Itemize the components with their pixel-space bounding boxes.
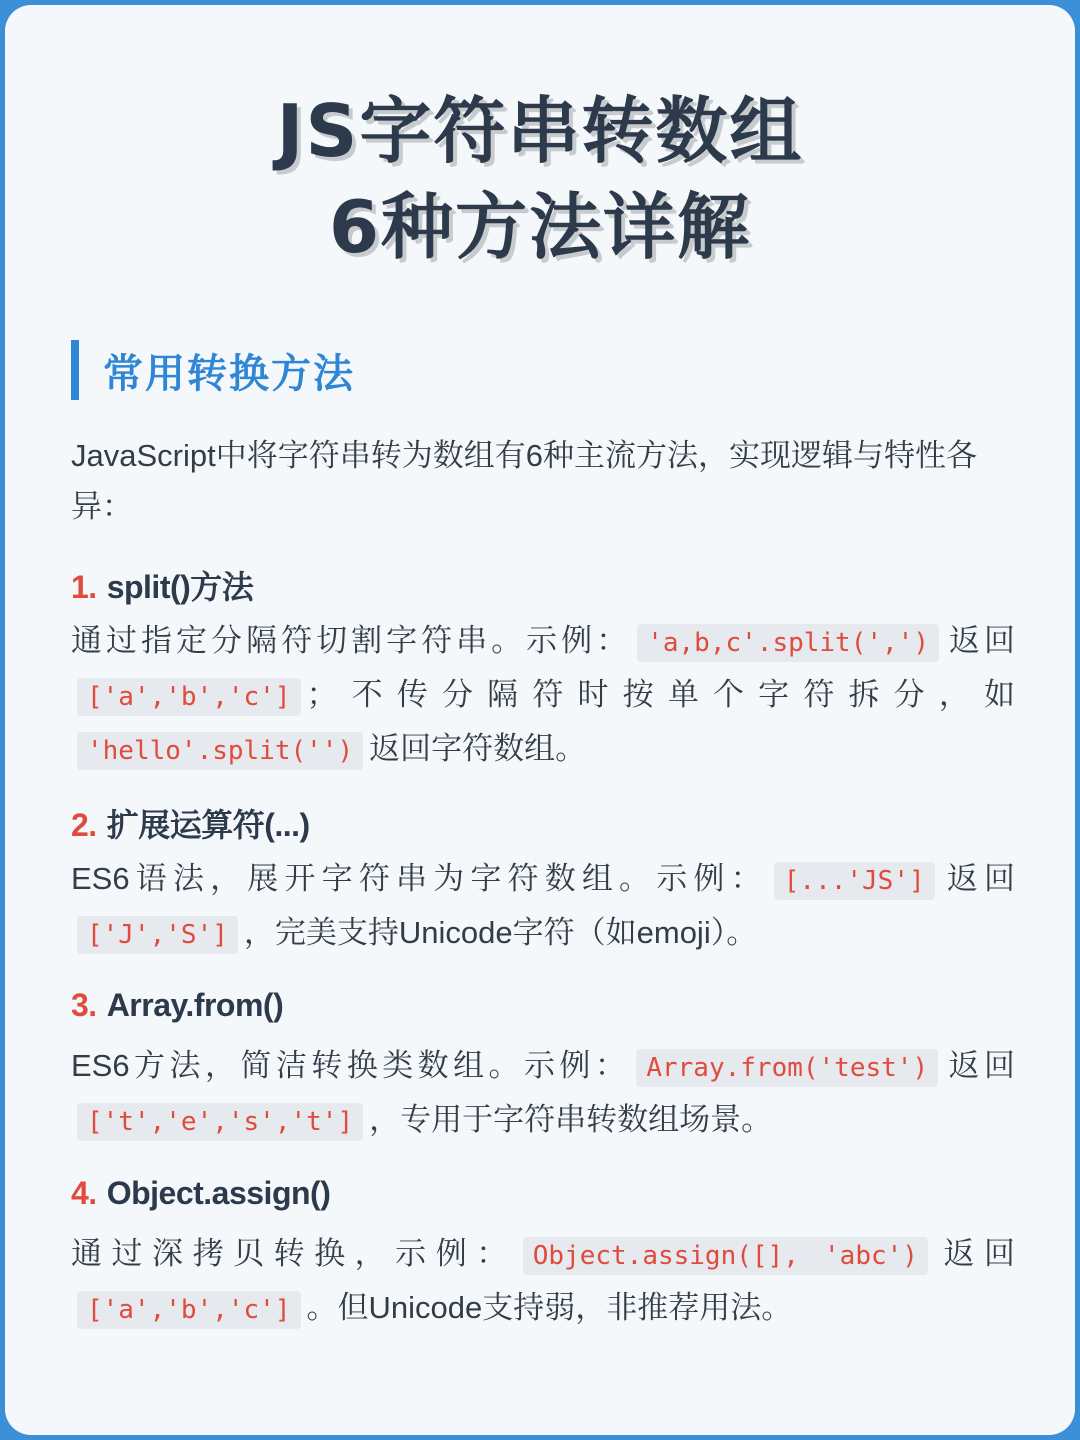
code-snippet: ['a','b','c'] <box>77 1291 301 1329</box>
intro-paragraph: JavaScript中将字符串转为数组有6种主流方法，实现逻辑与特性各异： <box>71 438 977 524</box>
code-snippet: ['t','e','s','t'] <box>77 1103 363 1141</box>
method-name: Object.assign() <box>106 1175 331 1211</box>
method-text: ，完美支持Unicode字符（如emoji）。 <box>243 915 758 950</box>
method-text: ；不传分隔符时按单个字符拆分，如 <box>306 677 1015 712</box>
code-snippet: ['a','b','c'] <box>77 678 301 716</box>
method-number: 2. <box>71 807 97 843</box>
method-text: 。但Unicode支持弱，非推荐用法。 <box>306 1290 793 1325</box>
method-2-title <box>71 800 310 846</box>
section-accent-bar <box>71 340 79 400</box>
method-text: 通过指定分隔符切割字符串。示例： <box>71 623 632 658</box>
section-heading: 常用转换方法 <box>103 350 355 397</box>
method-number: 1. <box>71 569 97 605</box>
method-1-title <box>71 562 253 608</box>
method-2-description <box>71 853 1015 961</box>
method-text: 返回字符数组。 <box>369 731 587 766</box>
method-number: 3. <box>71 987 97 1023</box>
method-text: 返回 <box>933 1236 1015 1271</box>
method-4-title <box>71 1175 330 1212</box>
code-snippet: ['J','S'] <box>77 916 238 954</box>
method-text: ES6语法，展开字符串为字符数组。示例： <box>71 861 768 896</box>
content-card <box>5 5 1075 1435</box>
method-name: split()方法 <box>106 569 254 605</box>
method-text: 返回 <box>940 861 1016 896</box>
method-number: 4. <box>71 1175 97 1211</box>
code-snippet: 'a,b,c'.split(',') <box>637 624 939 662</box>
page-title-line-2: 6种方法详解 <box>328 185 752 269</box>
method-3-title <box>71 987 283 1024</box>
method-1-description <box>71 615 1015 777</box>
code-snippet: Array.from('test') <box>636 1049 938 1087</box>
method-text: 返回 <box>944 623 1016 658</box>
method-text: 通过深拷贝转换，示例： <box>71 1236 517 1271</box>
method-name: 扩展运算符(...) <box>106 807 310 843</box>
method-text: ，专用于字符串转数组场景。 <box>369 1102 773 1137</box>
method-text: 返回 <box>944 1048 1016 1083</box>
section-header <box>71 340 355 400</box>
method-4-description <box>71 1228 1015 1336</box>
method-name: Array.from() <box>106 987 284 1023</box>
method-text: ES6方法，简洁转换类数组。示例： <box>71 1048 631 1083</box>
page-title-line-1: JS字符串转数组 <box>276 89 804 173</box>
code-snippet: 'hello'.split('') <box>77 732 363 770</box>
method-3-description <box>71 1040 1015 1148</box>
code-snippet: Object.assign([], 'abc') <box>523 1237 928 1275</box>
code-snippet: [...'JS'] <box>774 862 935 900</box>
